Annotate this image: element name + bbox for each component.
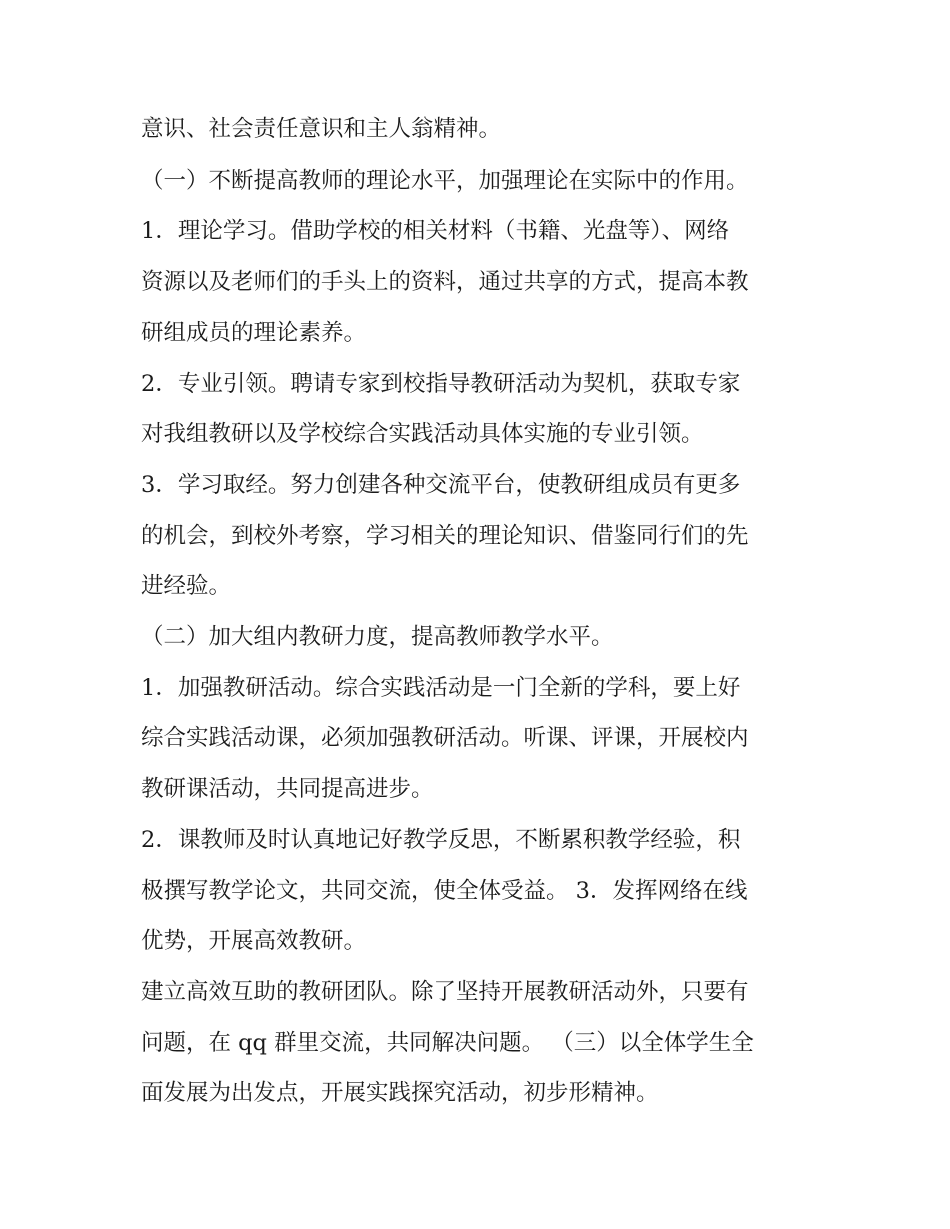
text-line: 3．学习取经。努力创建各种交流平台，使教研组成员有更多 (141, 472, 741, 498)
text-line: 极撰写教学论文，共同交流，使全体受益。 3．发挥网络在线 (141, 878, 748, 904)
text-line: 1．加强教研活动。综合实践活动是一门全新的学科，要上好 (141, 675, 741, 701)
text-line: 进经验。 (141, 573, 232, 599)
text-line: 的机会，到校外考察，学习相关的理论知识、借鉴同行们的先 (141, 523, 749, 549)
text-line: 1．理论学习。借助学校的相关材料（书籍、光盘等）、网络 (141, 218, 730, 244)
text-line: 对我组教研以及学校综合实践活动具体实施的专业引领。 (141, 421, 704, 447)
text-line: 2．专业引领。聘请专家到校指导教研活动为契机，获取专家 (141, 371, 741, 397)
text-line: 2．课教师及时认真地记好教学反思，不断累积教学经验，积 (141, 827, 741, 853)
text-line: 建立高效互助的教研团队。除了坚持开展教研活动外，只要有 (141, 979, 749, 1005)
text-line: 教研课活动，共同提高进步。 (141, 776, 434, 802)
text-line: 资源以及老师们的手头上的资料，通过共享的方式，提高本教 (141, 269, 749, 295)
text-line: 优势，开展高效教研。 (141, 928, 367, 954)
text-line: （二）加大组内教研力度，提高教师教学水平。 (141, 624, 614, 650)
text-line: （一）不断提高教师的理论水平，加强理论在实际中的作用。 (141, 168, 749, 194)
text-line: 意识、社会责任意识和主人翁精神。 (141, 116, 502, 142)
text-line: 问题，在 qq 群里交流，共同解决问题。 （三）以全体学生全 (141, 1030, 754, 1056)
text-line: 综合实践活动课，必须加强教研活动。听课、评课，开展校内 (141, 725, 749, 751)
text-line: 研组成员的理论素养。 (141, 320, 367, 346)
text-line: 面发展为出发点，开展实践探究活动，初步形精神。 (141, 1080, 659, 1106)
